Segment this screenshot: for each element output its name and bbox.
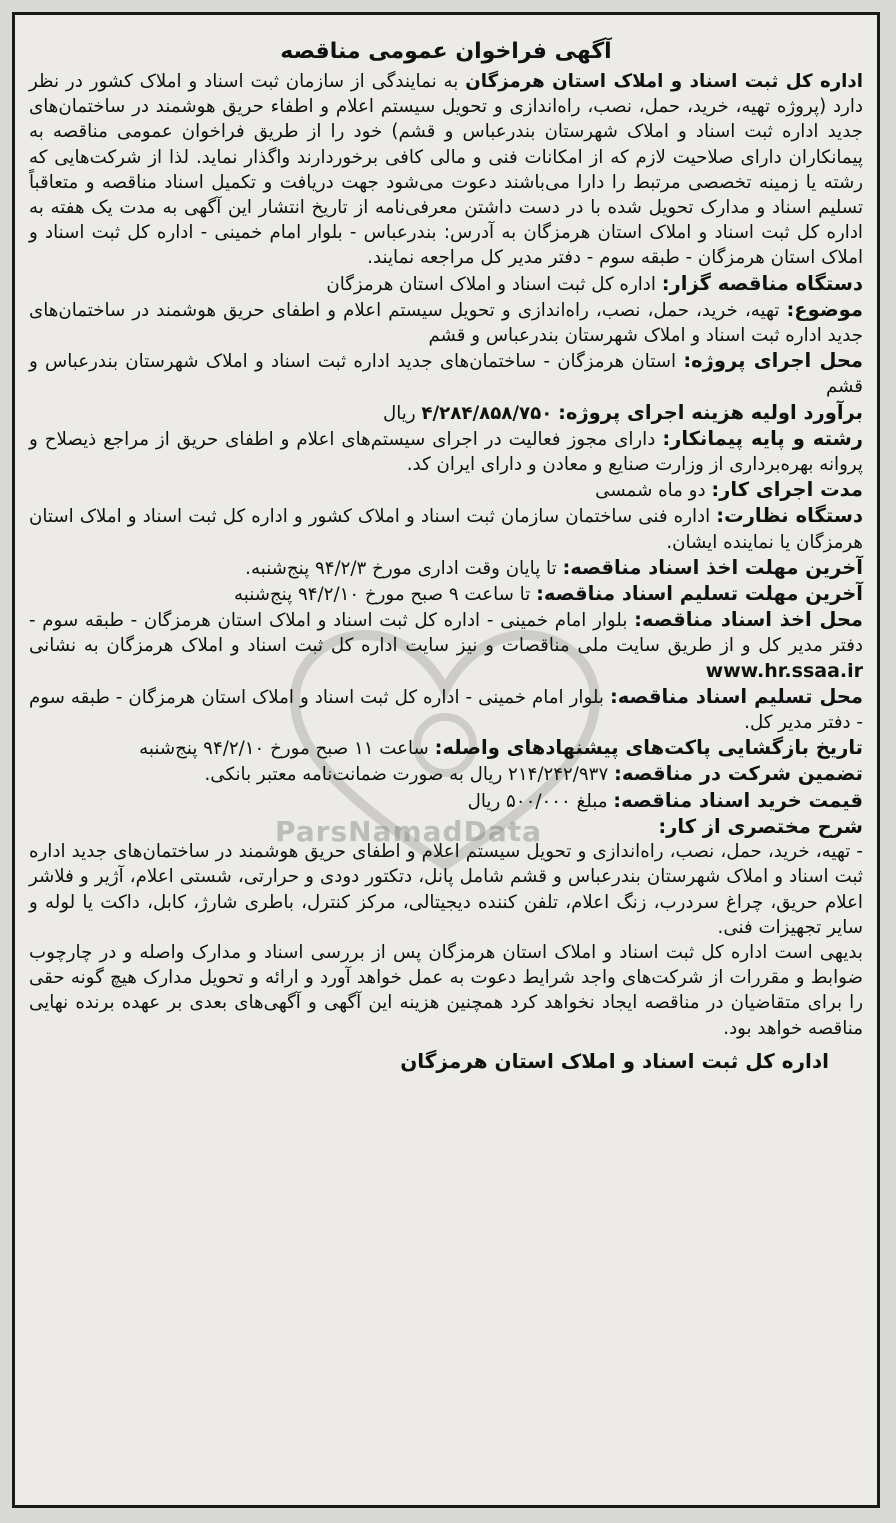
field-place-get: محل اخذ اسناد مناقصه: بلوار امام خمینی - اداره کل ثبت اسناد و املاک استان هرمزگان - طبقه سوم - دفتر مدیر کل و از طریق سایت ملی مناقصات و نیز سایت اداره کل ثبت اسناد و املاک هرمزگان به نشانی www.hr.ssaa.ir xyxy=(29,608,863,682)
field-duration: مدت اجرای کار: دو ماه شمسی xyxy=(595,478,863,502)
closing-paragraph: بدیهی است اداره کل ثبت اسناد و املاک استان هرمزگان پس از بررسی اسناد و مدارک واصله و در چارچوب ضوابط و مقررات از شرکت‌های واجد شرایط دعوت به عمل خواهد آورد و ارائه و تحویل مدارک هیچ گونه حقی را برای متقاضیان در مناقصه ایجاد نخواهد کرد همچنین هزینه این آگهی و آگهی‌های بعدی بر عهده برنده نهایی مناقصه خواهد بود. xyxy=(29,941,863,1039)
field-deadline-submit: آخرین مهلت تسلیم اسناد مناقصه: تا ساعت ۹ صبح مورخ ۹۴/۲/۱۰ پنج‌شنبه xyxy=(233,582,863,606)
field-guarantee: تضمین شرکت در مناقصه: ۲۱۴/۲۴۲/۹۳۷ ریال به صورت ضمانت‌نامه معتبر بانکی. xyxy=(204,762,863,786)
field-estimate: برآورد اولیه هزینه اجرای پروژه: ۴/۲۸۴/۸۵۸/۷۵۰ ریال xyxy=(383,400,863,424)
website-link[interactable]: www.hr.ssaa.ir xyxy=(705,659,863,682)
intro-text: به نمایندگی از سازمان ثبت اسناد و املاک کشور در نظر دارد (پروژه تهیه، خرید، حمل، نصب، راه‌اندازی و تحویل سیستم اعلام و اطفاء حریق هوشمند در ساختمان‌های جدید اداره ثبت اسناد و املاک شهرستان بندرعباس و قشم) خود را از طریق فراخوان عمومی مناقصه به پیمانکاران دارای صلاحیت لازم که از امکانات فنی و مالی کافی برخوردارند واگذار نماید. لذا از شرکت‌هایی که رشته یا زمینه تخصصی مرتبط را دارا می‌باشند دعوت می‌شود جهت دریافت و تکمیل اسناد مناقصه و متعاقباً تسلیم اسناد و مدارک تحویل شده با در دست داشتن معرفی‌نامه از تاریخ انتشار این آگهی به مدت یک هفته به اداره کل ثبت اسناد و املاک استان هرمزگان به آدرس: بندرعباس - بلوار امام خمینی - اداره کل ثبت اسناد و املاک استان هرمزگان - طبقه سوم - دفتر مدیر کل مراجعه نمایند. xyxy=(29,71,863,269)
field-price: قیمت خرید اسناد مناقصه: مبلغ ۵۰۰/۰۰۰ ریال xyxy=(467,788,863,812)
intro-org: اداره کل ثبت اسناد و املاک استان هرمزگان xyxy=(465,71,863,92)
field-deadline-get: آخرین مهلت اخذ اسناد مناقصه: تا پایان وقت اداری مورخ ۹۴/۲/۳ پنج‌شنبه. xyxy=(245,555,863,579)
field-subject: موضوع: تهیه، خرید، حمل، نصب، راه‌اندازی و تحویل سیستم اعلام و اطفای حریق هوشمند در ساختمان‌های جدید اداره ثبت اسناد و املاک شهرستان بندرعباس و قشم xyxy=(29,297,863,347)
page-title: آگهی فراخوان عمومی مناقصه xyxy=(280,39,612,64)
field-location: محل اجرای پروژه: استان هرمزگان - ساختمان‌های جدید اداره ثبت اسناد و املاک شهرستان بندرعباس و قشم xyxy=(29,349,863,398)
summary-heading: شرح مختصری از کار: xyxy=(658,814,863,838)
notice-content xyxy=(29,37,863,1074)
field-opening: تاریخ بازگشایی پاکت‌های پیشنهادهای واصله: ساعت ۱۱ صبح مورخ ۹۴/۲/۱۰ پنج‌شنبه xyxy=(139,736,863,760)
field-agency: دستگاه مناقصه گزار: اداره کل ثبت اسناد و املاک استان هرمزگان xyxy=(326,271,863,295)
field-supervisor: دستگاه نظارت: اداره فنی ساختمان سازمان ثبت اسناد و املاک کشور و اداره کل ثبت اسناد و املاک استان هرمزگان یا نماینده ایشان. xyxy=(29,504,863,553)
field-place-submit: محل تسلیم اسناد مناقصه: بلوار امام خمینی - اداره کل ثبت اسناد و املاک استان هرمزگان - طبقه سوم - دفتر مدیر کل. xyxy=(29,684,863,734)
watermark-text: ParsNamadData xyxy=(275,815,542,848)
summary-text: - تهیه، خرید، حمل، نصب، راه‌اندازی و تحویل سیستم اعلام و اطفای حریق هوشمند در ساختمان‌های جدید اداره ثبت اسناد و املاک شهرستان بندرعباس و قشم شامل پانل، دتکتور دودی و حرارتی، شستی اعلام، آژیر و فلاشر اعلام حریق، چراغ سردرب، زنگ اعلام، تلفن کننده دیجیتالی، مرکز کنترل، باطری شارژ، کابل، داکت یا لوله و سایر تجهیزات فنی. xyxy=(29,841,863,938)
notice-frame xyxy=(12,12,880,1508)
signature: اداره کل ثبت اسناد و املاک استان هرمزگان xyxy=(400,1048,829,1073)
field-contractor-grade: رشته و پایه پیمانکار: دارای مجوز فعالیت در اجرای سیستم‌های اعلام و اطفای حریق از مراجع ذیصلاح و پروانه بهره‌برداری از وزارت صنایع و معادن و دارای ایران کد. xyxy=(29,426,863,476)
intro-paragraph xyxy=(29,69,863,271)
